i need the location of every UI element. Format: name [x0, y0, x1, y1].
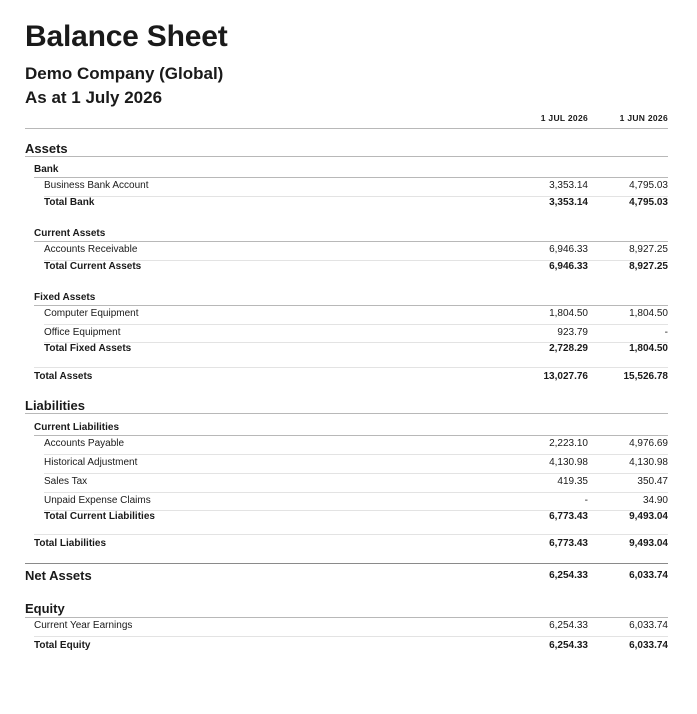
amount-prior[interactable]: 1,804.50	[629, 308, 668, 319]
total-row	[25, 195, 668, 211]
account-name[interactable]: Accounts Payable	[44, 438, 125, 449]
total-current: 6,773.43	[549, 538, 588, 549]
amount-current[interactable]: 1,804.50	[549, 308, 588, 319]
amount-current[interactable]: 923.79	[557, 327, 588, 338]
amount-prior[interactable]: 6,033.74	[629, 620, 668, 631]
amount-prior[interactable]: 350.47	[637, 476, 668, 487]
report-date: As at 1 July 2026	[25, 88, 163, 107]
total-row	[25, 259, 668, 275]
total-prior: 1,804.50	[629, 343, 668, 354]
amount-prior[interactable]: 4,795.03	[629, 180, 668, 191]
divider	[34, 534, 668, 535]
total-current: 13,027.76	[543, 371, 588, 382]
total-prior: 6,033.74	[629, 640, 668, 651]
account-row[interactable]	[25, 306, 668, 322]
total-label: Total Current Assets	[44, 261, 142, 272]
amount-current[interactable]: 419.35	[557, 476, 588, 487]
total-label: Total Assets	[34, 371, 93, 382]
divider	[25, 563, 668, 564]
total-prior: 8,927.25	[629, 261, 668, 272]
account-name[interactable]: Computer Equipment	[44, 308, 139, 319]
total-liabilities-row	[25, 536, 668, 552]
group-heading-fixed-assets: Fixed Assets	[34, 292, 96, 303]
total-prior: 9,493.04	[629, 511, 668, 522]
amount-prior[interactable]: 4,976.69	[629, 438, 668, 449]
account-name[interactable]: Unpaid Expense Claims	[44, 495, 151, 506]
group-heading-current-assets: Current Assets	[34, 228, 106, 239]
account-row[interactable]	[25, 436, 668, 452]
amount-prior[interactable]: 8,927.25	[629, 244, 668, 255]
account-name[interactable]: Business Bank Account	[44, 180, 149, 191]
section-heading-assets: Assets	[25, 141, 68, 156]
account-row[interactable]	[25, 242, 668, 258]
total-label: Total Current Liabilities	[44, 511, 155, 522]
column-header-prior: 1 JUN 2026	[619, 113, 668, 123]
total-row	[25, 341, 668, 357]
net-assets-row	[25, 567, 668, 585]
company-name: Demo Company (Global)	[25, 64, 224, 83]
amount-current[interactable]: 2,223.10	[549, 438, 588, 449]
group-heading-bank: Bank	[34, 164, 59, 175]
total-current: 6,946.33	[549, 261, 588, 272]
amount-current[interactable]: 4,130.98	[549, 457, 588, 468]
divider	[34, 367, 668, 368]
total-label: Total Equity	[34, 640, 91, 651]
divider	[25, 413, 668, 414]
total-current: 3,353.14	[549, 197, 588, 208]
account-row[interactable]	[25, 618, 668, 634]
amount-current[interactable]: 6,946.33	[549, 244, 588, 255]
total-current: 6,773.43	[549, 511, 588, 522]
net-assets-current: 6,254.33	[549, 570, 588, 581]
total-current: 6,254.33	[549, 640, 588, 651]
amount-prior[interactable]: -	[664, 327, 668, 338]
total-prior: 4,795.03	[629, 197, 668, 208]
total-label: Total Fixed Assets	[44, 343, 132, 354]
account-row[interactable]	[25, 493, 668, 509]
column-header-current: 1 JUL 2026	[540, 113, 588, 123]
account-row[interactable]	[25, 325, 668, 341]
total-assets-row	[25, 369, 668, 385]
account-name[interactable]: Current Year Earnings	[34, 620, 133, 631]
total-prior: 9,493.04	[629, 538, 668, 549]
amount-prior[interactable]: 4,130.98	[629, 457, 668, 468]
amount-prior[interactable]: 34.90	[642, 495, 668, 506]
section-heading-equity: Equity	[25, 601, 65, 616]
account-name[interactable]: Office Equipment	[44, 327, 121, 338]
divider	[25, 156, 668, 157]
net-assets-prior: 6,033.74	[629, 570, 668, 581]
amount-current[interactable]: -	[584, 495, 588, 506]
account-name[interactable]: Accounts Receivable	[44, 244, 138, 255]
total-prior: 15,526.78	[623, 371, 668, 382]
net-assets-label: Net Assets	[25, 568, 92, 583]
total-label: Total Bank	[44, 197, 95, 208]
total-equity-row	[25, 638, 668, 654]
divider	[34, 636, 668, 637]
account-row[interactable]	[25, 474, 668, 490]
header-divider	[25, 128, 668, 129]
section-heading-liabilities: Liabilities	[25, 398, 85, 413]
amount-current[interactable]: 6,254.33	[549, 620, 588, 631]
total-current: 2,728.29	[549, 343, 588, 354]
account-name[interactable]: Historical Adjustment	[44, 457, 138, 468]
amount-current[interactable]: 3,353.14	[549, 180, 588, 191]
total-label: Total Liabilities	[34, 538, 107, 549]
report-title: Balance Sheet	[25, 20, 228, 53]
total-row	[25, 509, 668, 525]
account-row[interactable]	[25, 178, 668, 194]
account-row[interactable]	[25, 455, 668, 471]
group-heading-current-liabilities: Current Liabilities	[34, 422, 120, 433]
account-name[interactable]: Sales Tax	[44, 476, 88, 487]
